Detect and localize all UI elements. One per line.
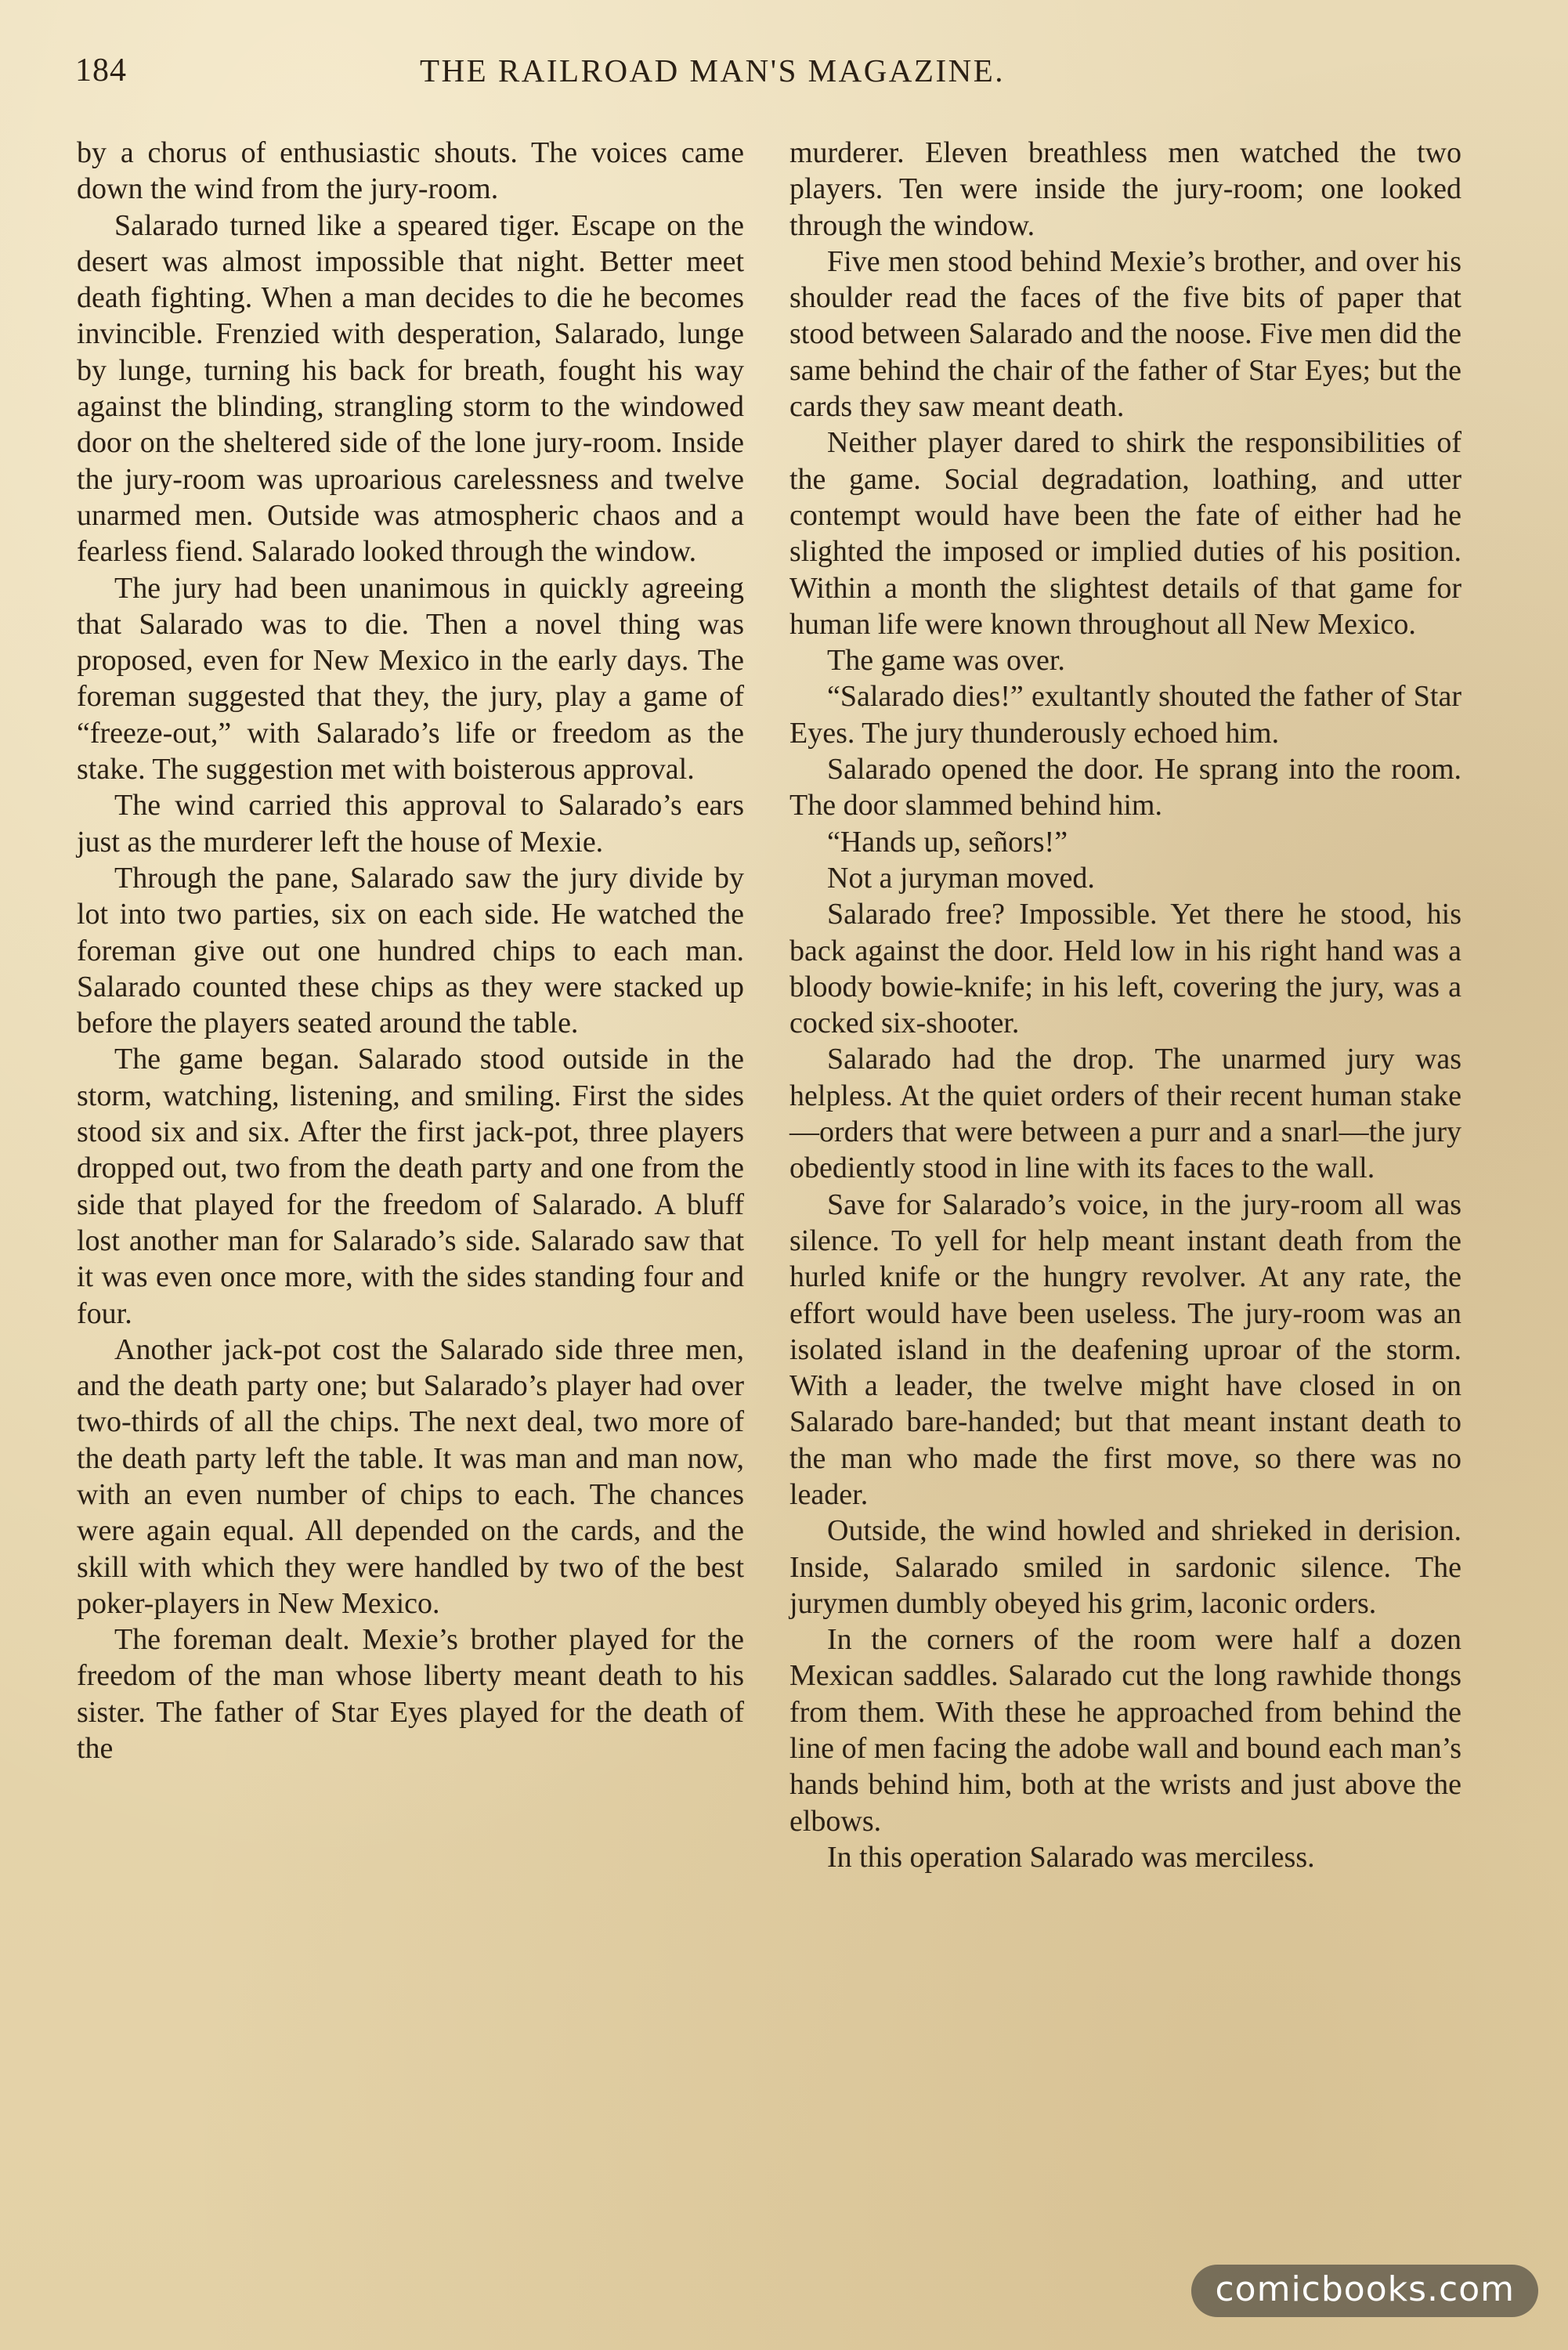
- paragraph: The game began. Salarado stood outside in the storm, watching, listening, and smiling. First the sides stood six and six. After the first jack-pot, three players dropped out, two from the death party and one from the side that played for the freedom of Salarado. A bluff lost another man for Salarado’s side. Salarado saw that it was even once more, with the sides standing four and four.: [77, 1043, 744, 1330]
- paragraph: Save for Salarado’s voice, in the jury-room all was silence. To yell for help meant instant death from the hurled knife or the hungry revolver. At any rate, the effort would have been useless. The jury-room was an isolated island in the deafening uproar of the storm. With a leader, the twelve might have closed in on Salarado bare-handed; but that meant instant death to the man who made the first move, so there was no leader.: [789, 1188, 1461, 1511]
- paragraph: murderer. Eleven breathless men watched the two players. Ten were inside the jury-room; one looked through the window.: [789, 136, 1461, 242]
- paragraph: “Salarado dies!” exultantly shouted the father of Star Eyes. The jury thunderously echoed him.: [789, 680, 1461, 750]
- paragraph: by a chorus of enthusiastic shouts. The voices came down the wind from the jury-room.: [77, 136, 744, 206]
- paragraph: Five men stood behind Mexie’s brother, and over his shoulder read the faces of the five bits of paper that stood between Salarado and the noose. Five men did the same behind the chair of the father of Star Eyes; but the cards they saw meant death.: [789, 244, 1461, 424]
- paragraph: Salarado free? Impossible. Yet there he stood, his back against the door. Held low in his right hand was a bloody bowie-knife; in his left, covering the jury, was a cocked six-shooter.: [789, 898, 1461, 1040]
- paragraph: The jury had been unanimous in quickly agreeing that Salarado was to die. Then a novel thing was proposed, even for New Mexico in the early days. The foreman suggested that they, the jury, play a game of “freeze-out,” with Salarado’s life or freedom as the stake. The suggestion met with boisterous approval.: [77, 571, 744, 786]
- paragraph: Through the pane, Salarado saw the jury divide by lot into two parties, six on each side. He watched the foreman give out one hundred chips to each man. Salarado counted these chips as they were stacked up before the players seated around the table.: [77, 861, 744, 1040]
- left-column: [77, 135, 744, 1766]
- paragraph: Not a juryman moved.: [827, 861, 1095, 895]
- paragraph: Neither player dared to shirk the responsibilities of the game. Social degradation, loathing, and utter contempt would have been the fate of either had he slighted the imposed or implied duties of his position. Within a month the slightest details of that game for human life were known throughout all New Mexico.: [789, 426, 1461, 641]
- paragraph: Salarado opened the door. He sprang into the room. The door slammed behind him.: [789, 753, 1461, 822]
- page-number: 184: [75, 52, 127, 89]
- right-column: [789, 135, 1461, 1875]
- paragraph: In the corners of the room were half a dozen Mexican saddles. Salarado cut the long rawhide thongs from them. With these he approached from behind the line of men facing the adobe wall and bound each man’s hands behind him, both at the wrists and just above the elbows.: [789, 1623, 1461, 1838]
- paragraph: The game was over.: [827, 644, 1065, 678]
- site-watermark: comicbooks.com: [1191, 2265, 1538, 2317]
- paragraph: “Hands up, señors!”: [827, 825, 1068, 859]
- paragraph: Salarado had the drop. The unarmed jury was helpless. At the quiet orders of their recent human stake—orders that were between a purr and a snarl—the jury obediently stood in line with its faces to the wall.: [789, 1043, 1461, 1185]
- paragraph: The wind carried this approval to Salarado’s ears just as the murderer left the house of Mexie.: [77, 789, 744, 859]
- paragraph: Outside, the wind howled and shrieked in derision. Inside, Salarado smiled in sardonic silence. The jurymen dumbly obeyed his grim, laconic orders.: [789, 1514, 1461, 1620]
- paragraph: In this operation Salarado was merciless.: [827, 1840, 1315, 1874]
- page-header: [75, 52, 1485, 107]
- paragraph: Salarado turned like a speared tiger. Escape on the desert was almost impossible that night. Better meet death fighting. When a man decides to die he becomes invincible. Frenzied with desperation, Salarado, lunge by lunge, turning his back for breath, fought his way against the blinding, strangling storm to the windowed door on the sheltered side of the lone jury-room. Inside the jury-room was uproarious carelessness and twelve unarmed men. Outside was atmospheric chaos and a fearless fiend. Salarado looked through the window.: [77, 208, 744, 569]
- running-title: THE RAILROAD MAN'S MAGAZINE.: [420, 52, 1006, 89]
- paragraph: The foreman dealt. Mexie’s brother played for the freedom of the man whose liberty meant death to his sister. The father of Star Eyes played for the death of the: [77, 1623, 744, 1766]
- paragraph: Another jack-pot cost the Salarado side three men, and the death party one; but Salarado’s player had over two-thirds of all the chips. The next deal, two more of the death party left the table. It was man and man now, with an even number of chips to each. The chances were again equal. All depended on the cards, and the skill with which they were handled by two of the best poker-players in New Mexico.: [77, 1332, 744, 1620]
